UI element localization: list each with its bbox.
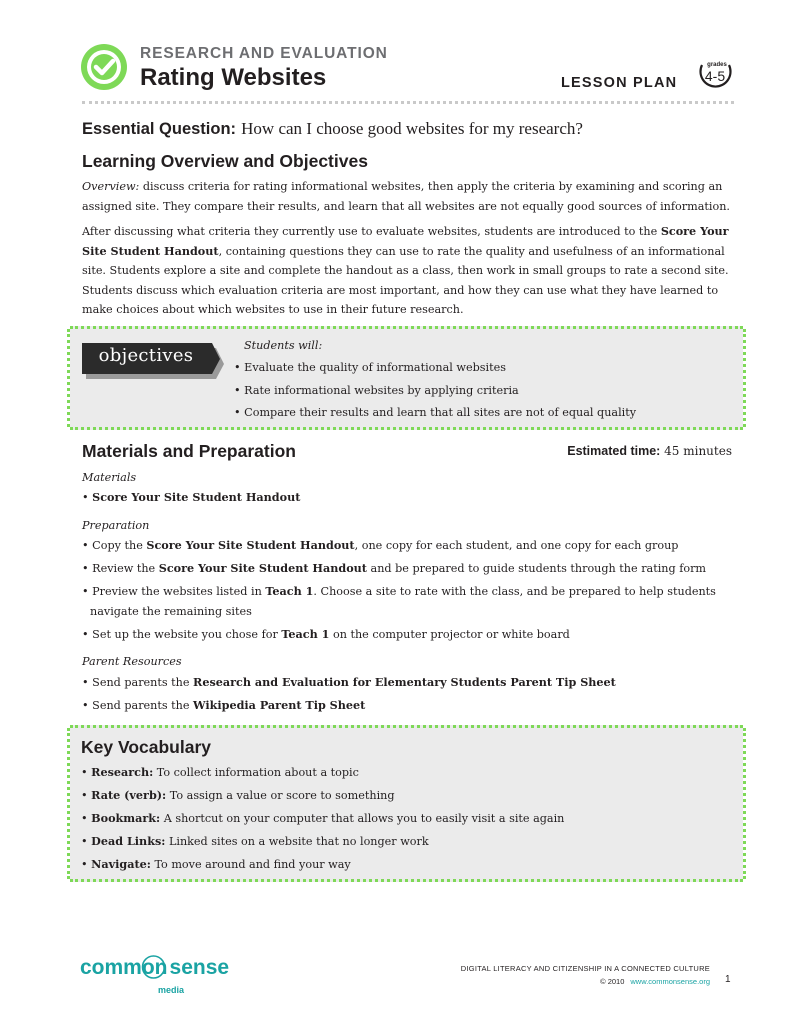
materials-label: Materials xyxy=(82,471,137,484)
vocabulary-item: • Navigate: To move around and find your way xyxy=(81,857,351,871)
objectives-box xyxy=(70,326,743,430)
page-number: 1 xyxy=(725,974,731,985)
essential-question-label: Essential Question: xyxy=(82,120,237,138)
vocabulary-item: • Research: To collect information about a topic xyxy=(81,765,359,779)
preparation-item: • Set up the website you chose for Teach 1 on the computer projector or white board xyxy=(82,626,570,641)
preparation-list xyxy=(82,536,742,648)
overview-text: discuss criteria for rating informational websites, then apply the criteria by examining and scoring an assigned site. They compare their results, and learn that all websites are not equally good sources of information. xyxy=(82,180,730,213)
parent-resources-list xyxy=(82,673,742,719)
objectives-tag xyxy=(82,343,210,375)
parent-resource-item: • Send parents the Research and Evaluation for Elementary Students Parent Tip Sheet xyxy=(82,675,616,689)
materials-item-text: Score Your Site Student Handout xyxy=(92,490,301,504)
vocabulary-term: Bookmark: xyxy=(91,811,161,825)
vocabulary-definition: To collect information about a topic xyxy=(156,766,359,779)
overview-label: Overview: xyxy=(82,180,140,193)
objective-item: • Compare their results and learn that all sites are not of equal quality xyxy=(234,406,637,419)
vocabulary-box xyxy=(70,725,743,882)
logo-sense: sense xyxy=(169,956,230,979)
vocabulary-definition: Linked sites on a website that no longer work xyxy=(168,835,429,848)
materials-item: • Score Your Site Student Handout xyxy=(82,490,301,504)
vocabulary-definition: To assign a value or score to something xyxy=(169,789,395,802)
vocabulary-term: Research: xyxy=(91,765,154,779)
detail-text-2: , containing questions they can use to rate the quality and usefulness of an informational site. Students explore a site and complete the handout as a class, then work in small groups to rate a second site. Students discuss which evaluation criteria are most important, and how they can use what they have learned to make choices about which websites to use in their future research. xyxy=(82,244,729,316)
estimated-time xyxy=(567,444,732,458)
objective-text: Evaluate the quality of informational websites xyxy=(244,361,506,374)
lesson-plan-label: LESSON PLAN xyxy=(561,75,678,91)
detail-paragraph xyxy=(82,222,737,320)
header-divider xyxy=(82,101,734,104)
vocabulary-term: Rate (verb): xyxy=(91,788,167,802)
overview-paragraph xyxy=(82,177,737,216)
preparation-label: Preparation xyxy=(82,519,150,532)
vocabulary-item: • Bookmark: A shortcut on your computer that allows you to easily visit a site again xyxy=(81,811,565,825)
vocabulary-item: • Rate (verb): To assign a value or score to something xyxy=(81,788,395,802)
vocabulary-definition: A shortcut on your computer that allows you to easily visit a site again xyxy=(163,812,565,825)
parent-resource-item: • Send parents the Wikipedia Parent Tip Sheet xyxy=(82,698,366,712)
objectives-list xyxy=(234,357,636,425)
objective-text: Compare their results and learn that all sites are not of equal quality xyxy=(244,406,637,419)
page-title: Rating Websites xyxy=(140,64,327,91)
preparation-item: • Review the Score Your Site Student Handout and be prepared to guide students through the rating form xyxy=(82,561,707,575)
footer-copyright: © 2010 xyxy=(600,977,625,986)
section-kicker: RESEARCH AND EVALUATION xyxy=(140,45,388,62)
objectives-tag-text: objectives xyxy=(98,345,194,366)
objective-item: • Rate informational websites by applying criteria xyxy=(234,383,519,397)
logo-media: media xyxy=(158,985,185,995)
preparation-item: • Preview the websites listed in Teach 1. Choose a site to rate with the class, and be prepared to help students navigate the remaining sites xyxy=(82,584,716,618)
vocabulary-definition: To move around and find your way xyxy=(154,858,351,871)
footer-tagline: DIGITAL LITERACY AND CITIZENSHIP IN A CONNECTED CULTURE xyxy=(460,964,710,973)
detail-text-1: After discussing what criteria they currently use to evaluate websites, students are introduced to the xyxy=(82,225,658,238)
detail-handout-name: Score Your Site Student Handout xyxy=(82,224,729,258)
essential-question xyxy=(82,119,583,139)
grades-range: 4-5 xyxy=(704,68,726,84)
footer-url-link[interactable]: www.commonsense.org xyxy=(630,977,710,986)
estimated-time-value: 45 minutes xyxy=(664,444,732,458)
objective-item: • Evaluate the quality of informational websites xyxy=(234,361,506,374)
essential-question-text: How can I choose good websites for my research? xyxy=(241,119,583,138)
logo-common: common xyxy=(80,956,168,979)
objective-text: Rate informational websites by applying criteria xyxy=(244,383,519,397)
vocabulary-term: Navigate: xyxy=(91,857,151,871)
parent-resources-label: Parent Resources xyxy=(82,655,182,668)
preparation-item: • Copy the Score Your Site Student Handout, one copy for each student, and one copy for each group xyxy=(82,538,679,552)
vocabulary-term: Dead Links: xyxy=(91,834,166,848)
estimated-time-label: Estimated time: xyxy=(567,444,661,458)
vocabulary-list xyxy=(81,761,564,876)
vocabulary-item: • Dead Links: Linked sites on a website that no longer work xyxy=(81,834,429,848)
vocabulary-heading: Key Vocabulary xyxy=(81,737,212,757)
materials-list xyxy=(82,488,742,511)
grades-word: grades xyxy=(707,62,727,68)
footer-copyright-line xyxy=(600,977,710,986)
common-sense-media-logo xyxy=(80,947,240,997)
check-circle-icon xyxy=(80,43,128,91)
grades-badge xyxy=(696,56,734,92)
learning-overview-heading: Learning Overview and Objectives xyxy=(82,151,368,171)
materials-heading: Materials and Preparation xyxy=(82,441,296,461)
students-will-label: Students will: xyxy=(244,339,323,352)
